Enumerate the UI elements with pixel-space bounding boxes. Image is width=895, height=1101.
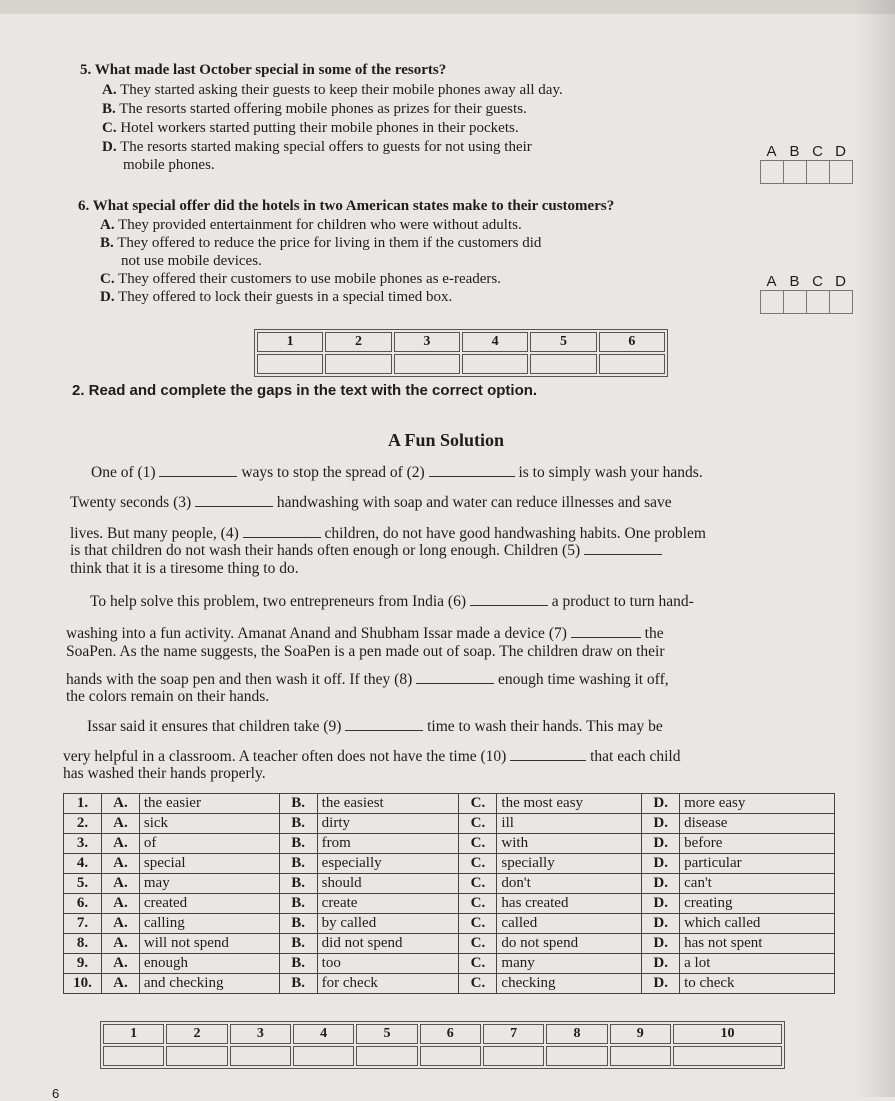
gap-2[interactable] xyxy=(429,464,515,477)
options-row xyxy=(64,854,835,874)
text-line: very helpful in a classroom. A teacher often does not have the time (10) that each child xyxy=(63,748,681,765)
options-row xyxy=(64,794,835,814)
answer-cell[interactable] xyxy=(784,291,807,313)
q6-option-d: D. They offered to lock their guests in a special timed box. xyxy=(100,289,453,305)
option-a: calling xyxy=(139,914,279,934)
text-line: Issar said it ensures that children take (9) time to wash their hands. This may be xyxy=(87,718,663,735)
option-letter-b: B. xyxy=(279,874,317,894)
gap-8[interactable] xyxy=(416,671,494,684)
option-c: don't xyxy=(497,874,642,894)
text-title: A Fun Solution xyxy=(388,430,505,450)
answer-grid-reading xyxy=(254,329,668,377)
question-5: 5. What made last October special in some of the resorts? xyxy=(80,62,447,78)
option-letter-d: D. xyxy=(642,914,680,934)
option-d: a lot xyxy=(680,954,835,974)
grid-number: 8 xyxy=(546,1024,607,1044)
q6-option-b: B. They offered to reduce the price for living in them if the customers did xyxy=(100,235,542,251)
option-b: especially xyxy=(317,854,459,874)
option-letter-c: C. xyxy=(459,814,497,834)
grid-number: 1 xyxy=(103,1024,164,1044)
gap-10[interactable] xyxy=(510,748,586,761)
option-a: created xyxy=(139,894,279,914)
option-number: 4. xyxy=(64,854,102,874)
gap-3[interactable] xyxy=(195,494,273,507)
text-line: is that children do not wash their hands often enough or long enough. Children (5) xyxy=(70,542,662,560)
grid-number: 6 xyxy=(599,332,665,352)
answer-letter: B xyxy=(789,273,800,290)
option-letter-b: B. xyxy=(279,794,317,814)
option-d: to check xyxy=(680,974,835,994)
option-letter-c: C. xyxy=(459,794,497,814)
answer-cell[interactable] xyxy=(830,161,853,183)
grid-answer-cell[interactable] xyxy=(257,354,323,374)
answer-cell[interactable] xyxy=(761,161,784,183)
option-letter-d: D. xyxy=(642,974,680,994)
grid-number: 3 xyxy=(230,1024,291,1044)
option-letter-a: A. xyxy=(101,894,139,914)
grid-number: 5 xyxy=(356,1024,417,1044)
option-letter-d: D. xyxy=(642,794,680,814)
option-letter-c: C. xyxy=(459,834,497,854)
text-line: washing into a fun activity. Amanat Anand and Shubham Issar made a device (7) the xyxy=(66,625,664,642)
option-a: enough xyxy=(139,954,279,974)
option-d: particular xyxy=(680,854,835,874)
option-letter-b: B. xyxy=(279,934,317,954)
q5-option-c: C. Hotel workers started putting their mobile phones in their pockets. xyxy=(102,120,519,136)
option-letter-d: D. xyxy=(642,854,680,874)
page-shadow xyxy=(855,0,895,1097)
gap-4[interactable] xyxy=(243,525,321,538)
grid-number: 1 xyxy=(257,332,323,352)
option-a: and checking xyxy=(139,974,279,994)
options-table xyxy=(63,793,835,994)
option-letter-d: D. xyxy=(642,874,680,894)
q5-option-d-cont: mobile phones. xyxy=(123,157,215,173)
grid-number: 4 xyxy=(293,1024,354,1044)
grid-answer-cell[interactable] xyxy=(166,1046,227,1066)
text-line: the colors remain on their hands. xyxy=(66,688,270,705)
option-letter-b: B. xyxy=(279,834,317,854)
answer-cell[interactable] xyxy=(784,161,807,183)
grid-number: 10 xyxy=(673,1024,782,1044)
option-d: creating xyxy=(680,894,835,914)
answer-letter: D xyxy=(835,273,846,290)
text-line: One of (1) ways to stop the spread of (2) is to simply wash your hands. xyxy=(91,464,703,481)
option-d: more easy xyxy=(680,794,835,814)
option-d: can't xyxy=(680,874,835,894)
gap-5[interactable] xyxy=(584,542,662,555)
gap-6[interactable] xyxy=(470,593,548,606)
option-letter-c: C. xyxy=(459,954,497,974)
page-number: 6 xyxy=(52,1086,60,1101)
option-b: the easiest xyxy=(317,794,459,814)
option-c: checking xyxy=(497,974,642,994)
gap-1[interactable] xyxy=(159,464,237,477)
q6-option-a: A. They provided entertainment for children who were without adults. xyxy=(100,217,522,233)
option-letter-a: A. xyxy=(101,934,139,954)
q5-option-a: A. They started asking their guests to keep their mobile phones away all day. xyxy=(102,82,563,98)
option-letter-a: A. xyxy=(101,974,139,994)
option-b: should xyxy=(317,874,459,894)
option-letter-a: A. xyxy=(101,834,139,854)
option-b: for check xyxy=(317,974,459,994)
answer-letter: C xyxy=(812,143,823,160)
answer-grid-gaps xyxy=(100,1021,785,1069)
option-letter-a: A. xyxy=(101,874,139,894)
option-c: ill xyxy=(497,814,642,834)
answer-letter: B xyxy=(789,143,800,160)
option-letter-b: B. xyxy=(279,814,317,834)
option-letter-b: B. xyxy=(279,894,317,914)
option-number: 1. xyxy=(64,794,102,814)
option-letter-c: C. xyxy=(459,974,497,994)
option-letter-b: B. xyxy=(279,954,317,974)
gap-7[interactable] xyxy=(571,625,641,638)
q6-answer-box xyxy=(760,273,853,314)
answer-cell[interactable] xyxy=(807,291,830,313)
option-number: 8. xyxy=(64,934,102,954)
option-number: 10. xyxy=(64,974,102,994)
option-letter-d: D. xyxy=(642,954,680,974)
option-c: many xyxy=(497,954,642,974)
grid-answer-cell[interactable] xyxy=(420,1046,481,1066)
option-b: by called xyxy=(317,914,459,934)
options-row xyxy=(64,814,835,834)
option-letter-d: D. xyxy=(642,814,680,834)
options-row xyxy=(64,874,835,894)
option-a: special xyxy=(139,854,279,874)
option-c: the most easy xyxy=(497,794,642,814)
grid-answer-cell[interactable] xyxy=(483,1046,544,1066)
options-row xyxy=(64,914,835,934)
q5-answer-box xyxy=(760,143,853,184)
grid-answer-cell[interactable] xyxy=(293,1046,354,1066)
option-letter-c: C. xyxy=(459,854,497,874)
answer-cell[interactable] xyxy=(807,161,830,183)
text-line: SoaPen. As the name suggests, the SoaPen is a pen made out of soap. The children draw on their xyxy=(66,643,665,660)
answer-letter: A xyxy=(766,273,777,290)
option-letter-b: B. xyxy=(279,914,317,934)
option-d: has not spent xyxy=(680,934,835,954)
grid-number: 9 xyxy=(610,1024,671,1044)
option-a: the easier xyxy=(139,794,279,814)
answer-cell[interactable] xyxy=(830,291,853,313)
question-6: 6. What special offer did the hotels in two American states make to their customers? xyxy=(78,198,615,214)
option-letter-c: C. xyxy=(459,934,497,954)
options-row xyxy=(64,934,835,954)
answer-letter: A xyxy=(766,143,777,160)
grid-answer-cell[interactable] xyxy=(599,354,665,374)
grid-number: 7 xyxy=(483,1024,544,1044)
options-row xyxy=(64,954,835,974)
option-a: of xyxy=(139,834,279,854)
options-row xyxy=(64,834,835,854)
grid-answer-cell[interactable] xyxy=(230,1046,291,1066)
page-edge xyxy=(0,0,895,14)
option-letter-c: C. xyxy=(459,894,497,914)
option-b: create xyxy=(317,894,459,914)
grid-number: 5 xyxy=(530,332,596,352)
option-d: before xyxy=(680,834,835,854)
option-letter-c: C. xyxy=(459,914,497,934)
option-d: disease xyxy=(680,814,835,834)
option-a: sick xyxy=(139,814,279,834)
grid-number: 4 xyxy=(462,332,528,352)
option-letter-d: D. xyxy=(642,894,680,914)
grid-answer-cell[interactable] xyxy=(325,354,391,374)
q6-option-c: C. They offered their customers to use mobile phones as e-readers. xyxy=(100,271,502,287)
option-letter-d: D. xyxy=(642,934,680,954)
grid-answer-cell[interactable] xyxy=(103,1046,164,1066)
option-b: too xyxy=(317,954,459,974)
option-letter-a: A. xyxy=(101,854,139,874)
grid-answer-cell[interactable] xyxy=(530,354,596,374)
option-c: specially xyxy=(497,854,642,874)
grid-answer-cell[interactable] xyxy=(673,1046,782,1066)
option-a: may xyxy=(139,874,279,894)
text-line: Twenty seconds (3) handwashing with soap and water can reduce illnesses and save xyxy=(70,494,672,511)
text-line: has washed their hands properly. xyxy=(63,765,266,782)
option-letter-a: A. xyxy=(101,814,139,834)
option-number: 2. xyxy=(64,814,102,834)
option-b: from xyxy=(317,834,459,854)
option-number: 9. xyxy=(64,954,102,974)
options-row xyxy=(64,894,835,914)
q5-option-b: B. The resorts started offering mobile phones as prizes for their guests. xyxy=(102,101,527,117)
answer-letter: C xyxy=(812,273,823,290)
option-c: has created xyxy=(497,894,642,914)
option-d: which called xyxy=(680,914,835,934)
gap-9[interactable] xyxy=(345,718,423,731)
grid-answer-cell[interactable] xyxy=(356,1046,417,1066)
option-c: called xyxy=(497,914,642,934)
option-letter-a: A. xyxy=(101,954,139,974)
option-number: 7. xyxy=(64,914,102,934)
option-letter-b: B. xyxy=(279,854,317,874)
grid-answer-cell[interactable] xyxy=(610,1046,671,1066)
q6-option-b-cont: not use mobile devices. xyxy=(121,253,262,269)
grid-number: 3 xyxy=(394,332,460,352)
option-b: dirty xyxy=(317,814,459,834)
option-number: 3. xyxy=(64,834,102,854)
q5-option-d: D. The resorts started making special offers to guests for not using their xyxy=(102,139,532,155)
answer-cell[interactable] xyxy=(761,291,784,313)
text-line: To help solve this problem, two entrepreneurs from India (6) a product to turn hand- xyxy=(90,593,694,610)
option-letter-c: C. xyxy=(459,874,497,894)
option-letter-b: B. xyxy=(279,974,317,994)
options-row xyxy=(64,974,835,994)
option-number: 5. xyxy=(64,874,102,894)
grid-answer-cell[interactable] xyxy=(462,354,528,374)
option-a: will not spend xyxy=(139,934,279,954)
answer-letter: D xyxy=(835,143,846,160)
option-letter-d: D. xyxy=(642,834,680,854)
option-number: 6. xyxy=(64,894,102,914)
option-letter-a: A. xyxy=(101,914,139,934)
grid-answer-cell[interactable] xyxy=(546,1046,607,1066)
option-c: do not spend xyxy=(497,934,642,954)
grid-number: 6 xyxy=(420,1024,481,1044)
text-line: hands with the soap pen and then wash it off. If they (8) enough time washing it off, xyxy=(66,671,669,688)
option-b: did not spend xyxy=(317,934,459,954)
task-2-heading: 2. Read and complete the gaps in the text with the correct option. xyxy=(72,382,538,399)
grid-number: 2 xyxy=(325,332,391,352)
text-line: lives. But many people, (4) children, do not have good handwashing habits. One problem xyxy=(70,525,706,542)
text-line: think that it is a tiresome thing to do. xyxy=(70,560,299,577)
option-letter-a: A. xyxy=(101,794,139,814)
option-c: with xyxy=(497,834,642,854)
grid-number: 2 xyxy=(166,1024,227,1044)
grid-answer-cell[interactable] xyxy=(394,354,460,374)
